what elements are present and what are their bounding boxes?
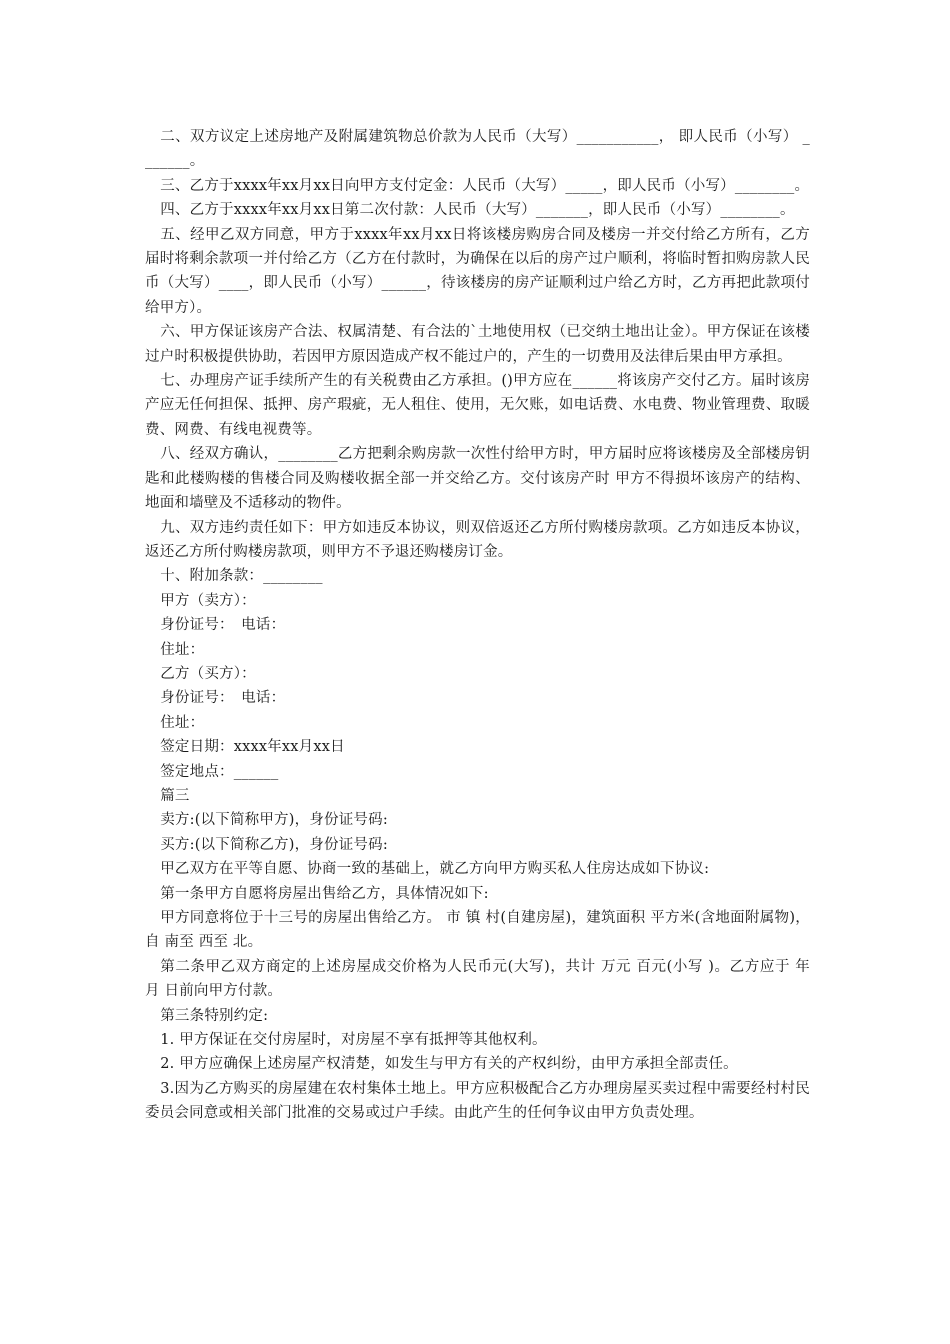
sign-place: 签定地点：______ [160,763,279,780]
document-body [145,125,810,1126]
article-2: 第二条甲乙双方商定的上述房屋成交价格为人民币元(大写)，共计 万元 百元(小写 )。乙方应于 年 月 日前向甲方付款。 [145,958,810,1000]
article-3-item-3: 3.因为乙方购买的房屋建在农村集体土地上。甲方应积极配合乙方办理房屋买卖过程中需要经村村民委员会同意或相关部门批准的交易或过户手续。由此产生的任何争议由甲方负责处理。 [145,1080,810,1122]
sign-date: 签定日期：xxxx年xx月xx日 [160,739,345,756]
party-b-id-phone: 身份证号： 电话： [160,690,286,707]
paragraph-3: 三、乙方于xxxx年xx月xx日向甲方支付定金：人民币（大写）_____，即人民币（小写）________。 [160,177,810,194]
article-3-item-2: 2. 甲方应确保上述房屋产权清楚，如发生与甲方有关的产权纠纷，由甲方承担全部责任。 [160,1056,738,1073]
paragraph-2: 二、双方议定上述房地产及附属建筑物总价款为人民币（大写）___________， 即人民币（小写） _______。 [145,129,810,170]
party-b-address: 住址： [160,714,205,731]
paragraph-4: 四、乙方于xxxx年xx月xx日第二次付款：人民币（大写）_______，即人民币（小写）________。 [160,202,795,219]
article-1: 第一条甲方自愿将房屋出售给乙方，具体情况如下: [160,885,489,902]
buyer-line: 买方:(以下简称乙方)，身份证号码: [160,836,388,853]
paragraph-5: 五、经甲乙双方同意，甲方于xxxx年xx月xx日将该楼房购房合同及楼房一并交付给乙方所有，乙方届时将剩余款项一并付给乙方（乙方在付款时，为确保在以后的房产过户顺利，将临时暂扣购房款人民币（大写）____，即人民币（小写）______，待该楼房的房产证顺利过户给乙方时，乙方再把此款项付给甲方）。 [145,226,810,316]
section-heading: 篇三 [160,787,190,804]
article-1-detail: 甲方同意将位于十三号的房屋出售给乙方。 市 镇 村(自建房屋)，建筑面积 平方米(含地面附属物)，自 南至 西至 北。 [145,910,810,951]
party-a-id-phone: 身份证号： 电话： [160,617,286,634]
party-b-label: 乙方（买方）： [160,665,256,682]
agreement-intro: 甲乙双方在平等自愿、协商一致的基础上，就乙方向甲方购买私人住房达成如下协议: [160,861,710,878]
paragraph-10: 十、附加条款：________ [160,568,323,585]
seller-line: 卖方:(以下简称甲方)，身份证号码: [160,812,388,829]
article-3: 第三条特别约定: [160,1007,269,1024]
paragraph-9: 九、双方违约责任如下：甲方如违反本协议，则双倍返还乙方所付购楼房款项。乙方如违反本协议，返还乙方所付购楼房款项，则甲方不予退还购楼房订金。 [145,519,810,560]
paragraph-7: 七、办理房产证手续所产生的有关税费由乙方承担。()甲方应在______将该房产交付乙方。届时该房产应无任何担保、抵押、房产瑕疵，无人租住、使用，无欠账，如电话费、水电费、物业管理费、取暖费、网费、有线电视费等。 [145,373,810,438]
party-a-address: 住址： [160,641,205,658]
party-a-label: 甲方（卖方）： [160,592,256,609]
paragraph-8: 八、经双方确认，________乙方把剩余购房款一次性付给甲方时，甲方届时应将该楼房及全部楼房钥匙和此楼购楼的售楼合同及购楼收据全部一并交给乙方。交付该房产时 甲方不得损坏该房产的结构、地面和墙壁及不适移动的物件。 [145,446,810,512]
article-3-item-1: 1. 甲方保证在交付房屋时，对房屋不享有抵押等其他权利。 [160,1032,547,1049]
paragraph-6: 六、甲方保证该房产合法、权属清楚、有合法的`土地使用权（已交纳土地出让金）。甲方保证在该楼过户时积极提供协助，若因甲方原因造成产权不能过户的，产生的一切费用及法律后果由甲方承担。 [145,324,810,365]
